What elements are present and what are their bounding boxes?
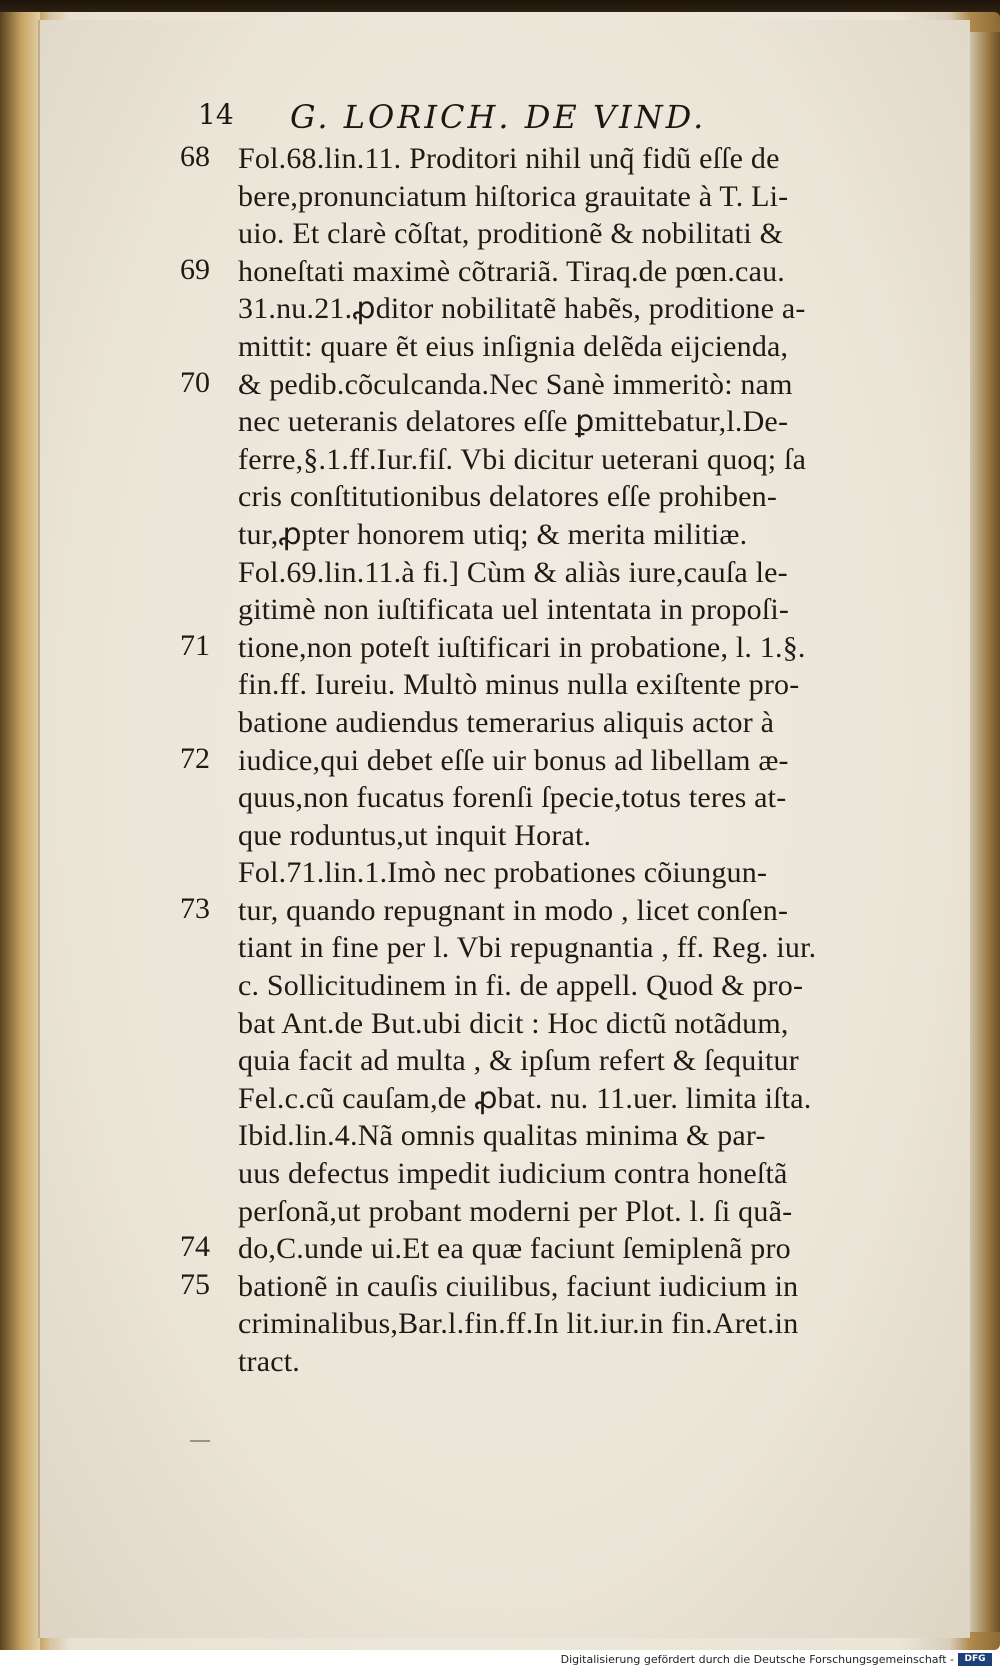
book-spine <box>0 12 40 1650</box>
text-line: bat Ant.de But.ubi dicit : Hoc dictũ notãdum, <box>238 1006 789 1040</box>
text-line: do,C.unde ui.Et ea quæ faciunt ſemiplenã pro <box>238 1232 791 1266</box>
margin-number: 72 <box>180 741 210 775</box>
margin-number: 74 <box>180 1230 210 1264</box>
text-line: 31.nu.21.ꝓditor nobilitatẽ habẽs, proditione a- <box>238 292 806 326</box>
text-line: que roduntus,ut inquit Horat. <box>238 818 592 852</box>
text-line: c. Sollicitudinem in fi. de appell. Quod & pro- <box>238 969 804 1003</box>
margin-number: 71 <box>180 628 210 662</box>
text-line: tione,non poteſt iuſtificari in probatione, l. 1.§. <box>238 630 806 664</box>
page-header <box>198 98 878 142</box>
text-line: iudice,qui debet eſſe uir bonus ad libellam æ- <box>238 743 789 777</box>
text-line: tiant in fine per l. Vbi repugnantia , ff. Reg. iur. <box>238 931 817 965</box>
page-edge-right <box>970 32 1000 1632</box>
text-line: uus defectus impedit iudicium contra honeſtã <box>238 1157 788 1191</box>
text-line: gitimè non iuſtificata uel intentata in propoſi- <box>238 593 790 627</box>
dfg-logo: DFG <box>958 1653 992 1666</box>
text-line: uio. Et clarè cõſtat, proditionẽ & nobilitati & <box>238 217 784 251</box>
text-line: mittit: quare ẽt eius inſignia delẽda eijcienda, <box>238 329 789 363</box>
margin-number: 70 <box>180 365 210 399</box>
text-line: Fol.68.lin.11. Proditori nihil unq̃ fidũ eſſe de <box>238 142 780 175</box>
text-line: honeſtati maximè cõtrariã. Tiraq.de pœn.cau. <box>238 254 785 288</box>
text-line: cris conſtitutionibus delatores eſſe prohiben- <box>238 480 778 514</box>
text-line: Fel.c.cũ cauſam,de ꝓbat. nu. 11.uer. limita iſta. <box>238 1081 812 1115</box>
text-line: tract. <box>238 1345 300 1378</box>
text-line: criminalibus,Bar.l.fin.ff.In lit.iur.in fin.Aret.in <box>238 1307 799 1341</box>
funding-notice: Digitalisierung gefördert durch die Deutsche Forschungsgemeinschaft - <box>560 1653 954 1666</box>
text-line: Fol.71.lin.1.Imò nec probationes cõiungun- <box>238 856 768 890</box>
text-line: & pedib.cõculcanda.Nec Sanè immeritò: nam <box>238 367 793 401</box>
text-line: tur, quando repugnant in modo , licet conſen- <box>238 893 789 927</box>
margin-number: 75 <box>180 1268 210 1301</box>
text-line: batione audiendus temerarius aliquis actor à <box>238 705 775 739</box>
margin-number: 73 <box>180 892 210 925</box>
text-line: Fol.69.lin.11.à fi.] Cùm & aliàs iure,cauſa le- <box>238 555 788 589</box>
text-line: ferre,§.1.ff.Iur.fiſ. Vbi dicitur ueterani quoq; ſa <box>238 442 807 476</box>
running-title: G. LORICH. DE VIND. <box>290 98 707 136</box>
text-line: quia facit ad multa , & ipſum refert & ſequitur <box>238 1044 799 1078</box>
text-line: fin.ff. Iureiu. Multò minus nulla exiſtente pro- <box>238 668 800 702</box>
margin-dash-mark <box>190 1440 210 1442</box>
margin-number: 69 <box>180 252 210 286</box>
text-line: tur,ꝓpter honorem utiq; & merita militiæ. <box>238 517 748 551</box>
text-line: bationẽ in cauſis ciuilibus, faciunt iudicium in <box>238 1269 799 1303</box>
text-line: perſonã,ut probant moderni per Plot. l. ſi quã- <box>238 1194 793 1228</box>
body-text <box>238 140 903 1381</box>
page-number: 14 <box>198 98 234 131</box>
text-line: nec ueteranis delatores eſſe ꝑmittebatur,l.De- <box>238 405 789 439</box>
text-line: quus,non fucatus forenſi ſpecie,totus teres at- <box>238 781 787 815</box>
text-line: Ibid.lin.4.Nã omnis qualitas minima & par- <box>238 1119 766 1153</box>
margin-number: 68 <box>180 140 210 173</box>
text-line: bere,pronunciatum hiſtorica grauitate à T. Li- <box>238 179 789 213</box>
